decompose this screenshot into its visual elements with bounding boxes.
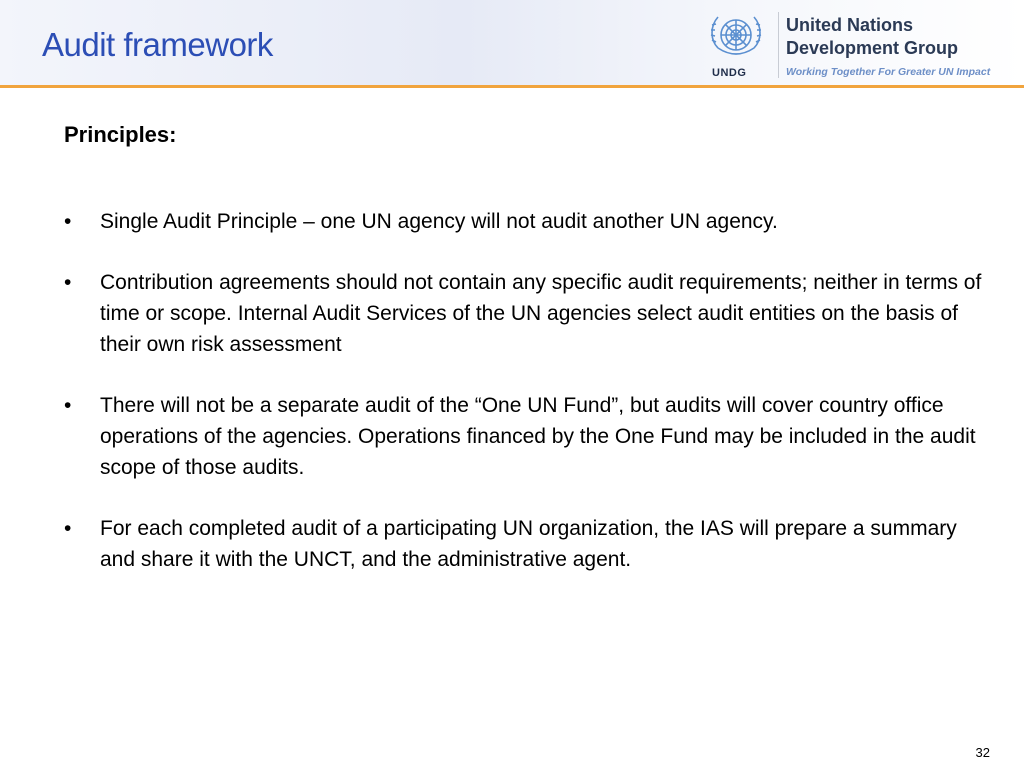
bullet-text: Single Audit Principle – one UN agency will not audit another UN agency. [100, 210, 778, 233]
un-emblem-icon [704, 8, 768, 66]
bullet-icon: • [64, 210, 72, 233]
bullet-item [64, 206, 994, 237]
org-name-line2: Development Group [786, 38, 959, 58]
bullet-text: For each completed audit of a participating UN organization, the IAS will prepare a summary and share it with the UNCT, and the administrative agent. [100, 517, 957, 571]
bullet-text: Contribution agreements should not contain any specific audit requirements; neither in terms of time or scope. Internal Audit Services of the UN agencies select audit entities on the basis of their own risk assessment [100, 271, 982, 356]
bullet-text: There will not be a separate audit of the “One UN Fund”, but audits will cover country office operations of the agencies. Operations financed by the One Fund may be included in the audit scope of those audits. [100, 394, 976, 479]
org-name-line1: United Nations [786, 15, 914, 35]
bullet-item [64, 390, 994, 483]
bullet-icon: • [64, 394, 72, 417]
bullet-icon: • [64, 271, 72, 294]
slide-title: Audit framework [42, 26, 273, 63]
logo-divider [778, 12, 779, 78]
undg-logo [700, 6, 1018, 82]
undg-abbreviation: UNDG [712, 67, 747, 79]
org-tagline: Working Together For Greater UN Impact [786, 66, 991, 78]
header-divider [0, 85, 1024, 88]
bullet-item [64, 513, 994, 575]
bullet-list [64, 206, 994, 605]
bullet-icon: • [64, 517, 72, 540]
page-number: 32 [975, 745, 990, 760]
section-heading: Principles: [64, 122, 177, 147]
bullet-item [64, 267, 994, 360]
